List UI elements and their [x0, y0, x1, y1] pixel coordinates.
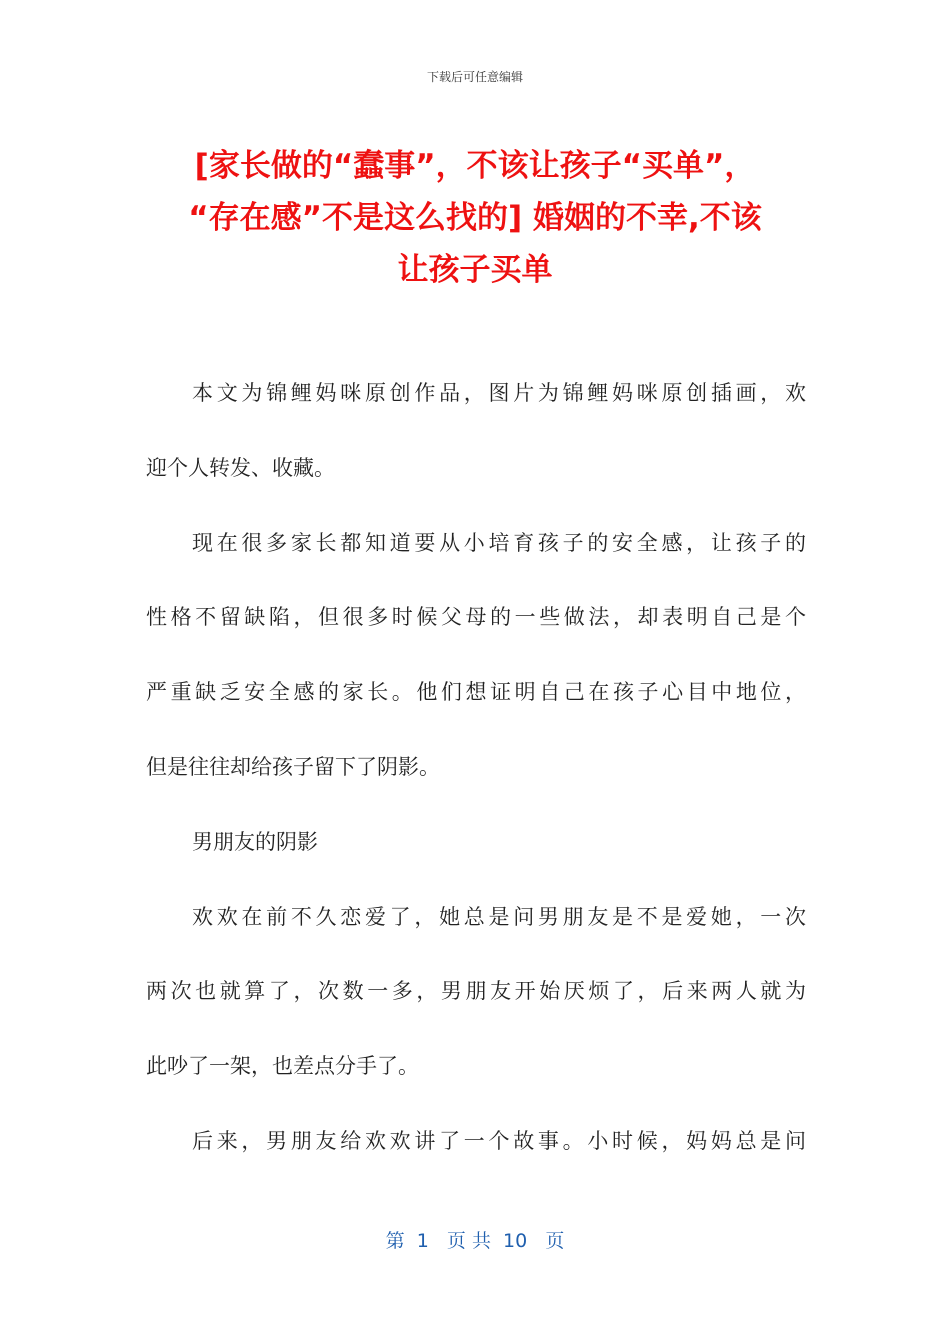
paragraph-line: 欢欢在前不久恋爱了，她总是问男朋友是不是爱她，一次 [192, 904, 806, 929]
paragraph-line: 此吵了一架，也差点分手了。 [146, 1054, 419, 1079]
header-note: 下载后可任意编辑 [426, 70, 523, 84]
paragraph-line: 迎个人转发、收藏。 [146, 455, 335, 480]
title-line: [家长做的“蠢事”，不该让孩子“买单”， [194, 148, 756, 184]
paragraph-line: 但是往往却给孩子留下了阴影。 [146, 754, 440, 779]
paragraph-line: 性格不留缺陷，但很多时候父母的一些做法，却表明自己是个 [146, 605, 806, 630]
section-heading: 男朋友的阴影 [192, 829, 318, 854]
title-line: “存在感”不是这么找的] 婚姻的不幸,不该 [188, 200, 762, 236]
paragraph-line: 后来，男朋友给欢欢讲了一个故事。小时候，妈妈总是问 [192, 1128, 806, 1153]
paragraph-line: 本文为锦鲤妈咪原创作品，图片为锦鲤妈咪原创插画，欢 [192, 381, 806, 405]
paragraph-line: 现在很多家长都知道要从小培育孩子的安全感，让孩子的 [192, 530, 806, 555]
title-line: 让孩子买单 [397, 252, 553, 288]
paragraph-line: 严重缺乏安全感的家长。他们想证明自己在孩子心目中地位， [146, 680, 806, 705]
document-body [146, 370, 806, 1193]
paragraph-line: 两次也就算了，次数一多，男朋友开始厌烦了，后来两人就为 [146, 979, 806, 1004]
page-number: 第 1 页 共 10 页 [385, 1230, 565, 1252]
document-title [135, 140, 815, 296]
